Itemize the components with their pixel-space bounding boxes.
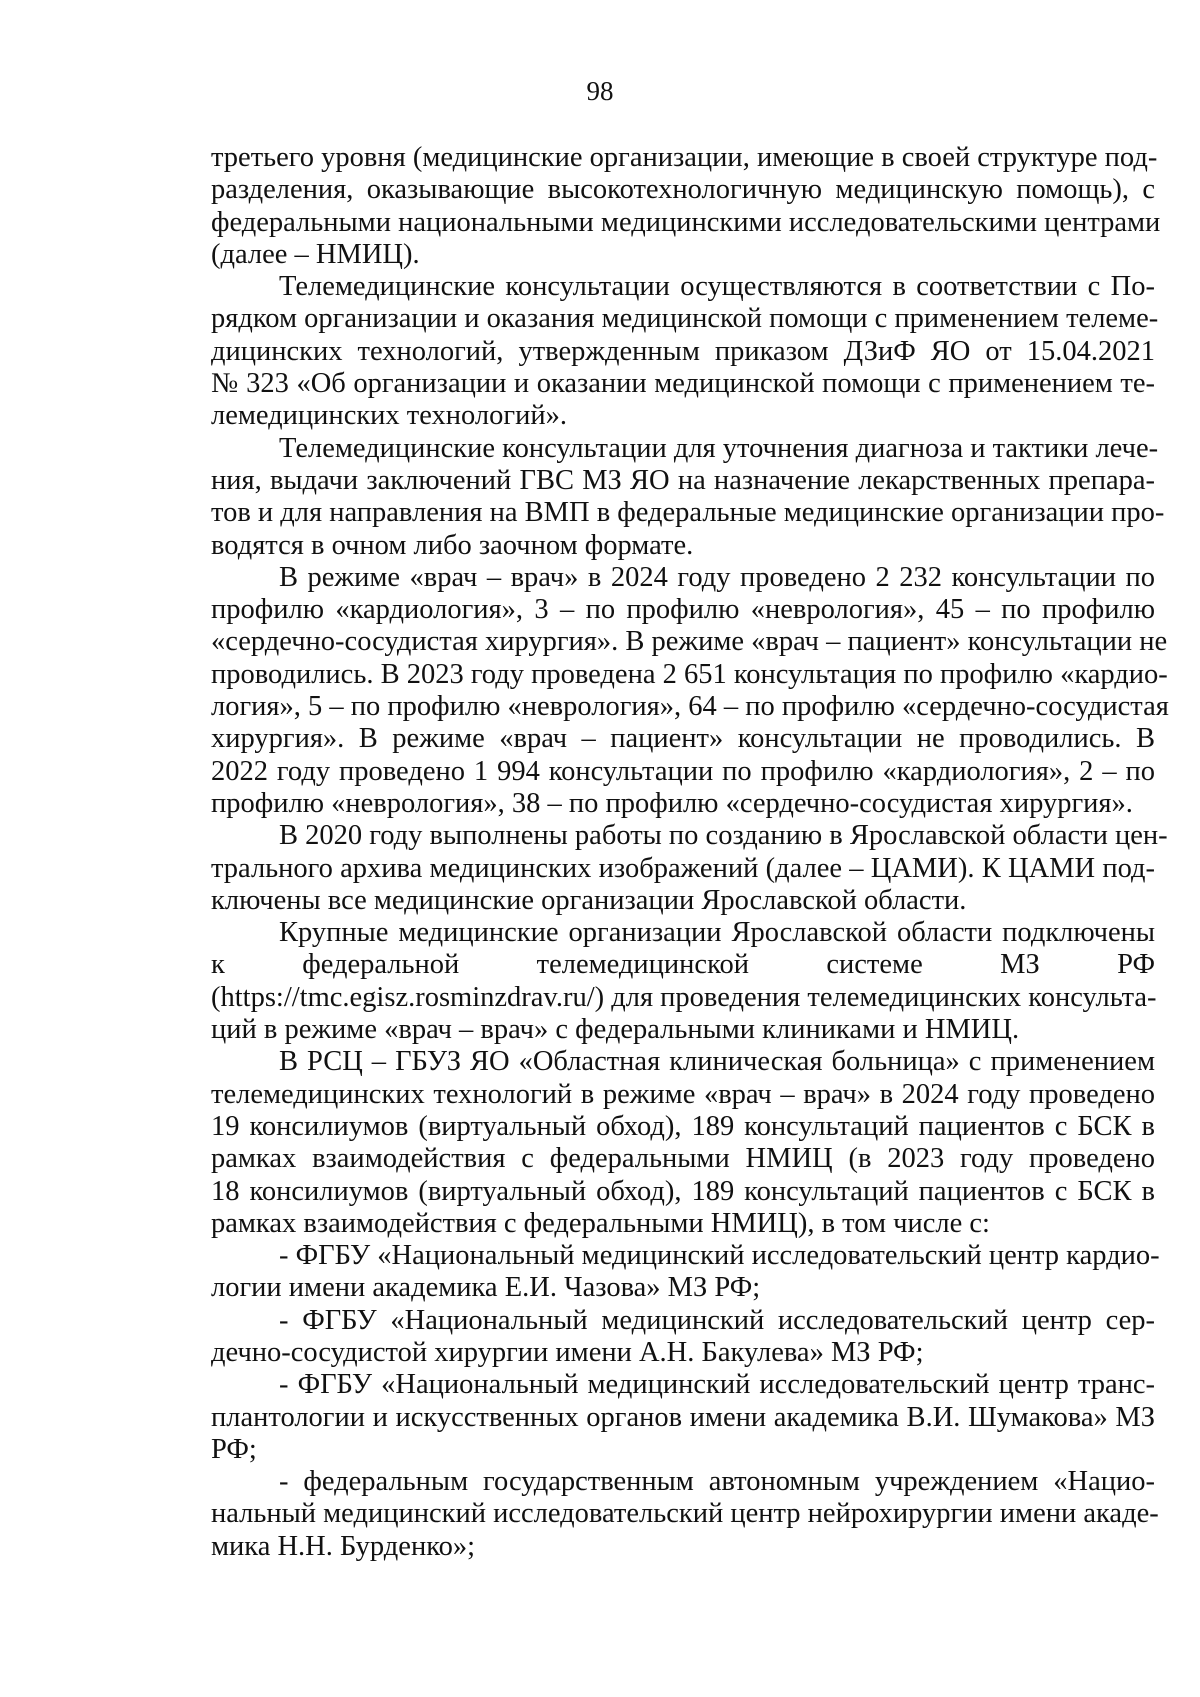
text-line: ния, выдачи заключений ГВС МЗ ЯО на назначение лекарственных препара-: [211, 464, 1155, 496]
text-line: ключены все медицинские организации Ярославской области.: [211, 884, 967, 916]
text-line: 19 консилиумов (виртуальный обход), 189 консультаций пациентов с БСК в: [211, 1110, 1155, 1142]
text-line: тов и для направления на ВМП в федеральные медицинские организации про-: [211, 497, 1165, 529]
text-line: разделения, оказывающие высокотехнологичную медицинскую помощь), с: [211, 174, 1155, 206]
text-line: В РСЦ – ГБУЗ ЯО «Областная клиническая больница» с применением: [279, 1046, 1155, 1078]
text-line: профилю «неврология», 38 – по профилю «сердечно-сосудистая хирургия».: [211, 787, 1133, 819]
text-line: дицинских технологий, утвержденным приказом ДЗиФ ЯО от 15.04.2021: [211, 335, 1155, 367]
text-line: - федеральным государственным автономным учреждением «Нацио-: [279, 1466, 1155, 1498]
text-line: дечно-сосудистой хирургии имени А.Н. Бакулева» МЗ РФ;: [211, 1336, 924, 1368]
text-line: 2022 году проведено 1 994 консультации по профилю «кардиология», 2 – по: [211, 755, 1155, 787]
text-line: - ФГБУ «Национальный медицинский исследовательский центр кардио-: [279, 1240, 1160, 1272]
text-line: мика Н.Н. Бурденко»;: [211, 1530, 476, 1562]
text-line: (далее – НМИЦ).: [211, 238, 420, 270]
text-line: логия», 5 – по профилю «неврология», 64 – по профилю «сердечно-сосудистая: [211, 691, 1169, 723]
text-line: (https://tmc.egisz.rosminzdrav.ru/) для проведения телемедицинских консульта-: [211, 981, 1157, 1013]
text-line: - ФГБУ «Национальный медицинский исследовательский центр транс-: [279, 1369, 1155, 1401]
text-line: рядком организации и оказания медицинской помощи с применением телеме-: [211, 303, 1159, 335]
text-line: рамках взаимодействия с федеральными НМИЦ), в том числе с:: [211, 1207, 990, 1239]
text-line: В режиме «врач – врач» в 2024 году проведено 2 232 консультации по: [279, 561, 1155, 593]
text-line: хирургия». В режиме «врач – пациент» консультации не проводились. В: [211, 723, 1155, 755]
text-line: ций в режиме «врач – врач» с федеральными клиниками и НМИЦ.: [211, 1014, 1020, 1046]
text-line: нальный медицинский исследовательский центр нейрохирургии имени акаде-: [211, 1498, 1159, 1530]
text-line: проводились. В 2023 году проведена 2 651 консультация по профилю «кардио-: [211, 658, 1168, 690]
text-line: Телемедицинские консультации для уточнения диагноза и тактики лече-: [279, 432, 1159, 464]
text-line: логии имени академика Е.И. Чазова» МЗ РФ;: [211, 1272, 761, 1304]
text-line: РФ;: [211, 1433, 257, 1465]
text-line: водятся в очном либо заочном формате.: [211, 529, 694, 561]
text-line: лемедицинских технологий».: [211, 400, 567, 432]
page-number: 98: [586, 76, 614, 106]
text-line: 18 консилиумов (виртуальный обход), 189 консультаций пациентов с БСК в: [211, 1175, 1155, 1207]
text-line: к федеральной телемедицинской системе МЗ РФ: [211, 949, 1155, 981]
text-line: Крупные медицинские организации Ярославской области подключены: [279, 917, 1155, 949]
text-line: «сердечно-сосудистая хирургия». В режиме «врач – пациент» консультации не: [211, 626, 1168, 658]
text-line: третьего уровня (медицинские организации, имеющие в своей структуре под-: [211, 142, 1158, 173]
text-line: Телемедицинские консультации осуществляются в соответствии с По-: [279, 271, 1155, 303]
text-line: трального архива медицинских изображений (далее – ЦАМИ). К ЦАМИ под-: [211, 852, 1155, 884]
text-line: телемедицинских технологий в режиме «врач – врач» в 2024 году проведено: [211, 1078, 1155, 1110]
text-line: федеральными национальными медицинскими исследовательскими центрами: [211, 206, 1161, 238]
text-line: профилю «кардиология», 3 – по профилю «неврология», 45 – по профилю: [211, 594, 1155, 626]
document-body: [211, 142, 1169, 1563]
text-line: - ФГБУ «Национальный медицинский исследовательский центр сер-: [279, 1304, 1155, 1336]
text-line: № 323 «Об организации и оказании медицинской помощи с применением те-: [211, 368, 1155, 400]
text-line: В 2020 году выполнены работы по созданию в Ярославской области цен-: [279, 820, 1168, 852]
text-line: плантологии и искусственных органов имени академика В.И. Шумакова» МЗ: [211, 1401, 1155, 1433]
text-line: рамках взаимодействия с федеральными НМИЦ (в 2023 году проведено: [211, 1143, 1155, 1175]
